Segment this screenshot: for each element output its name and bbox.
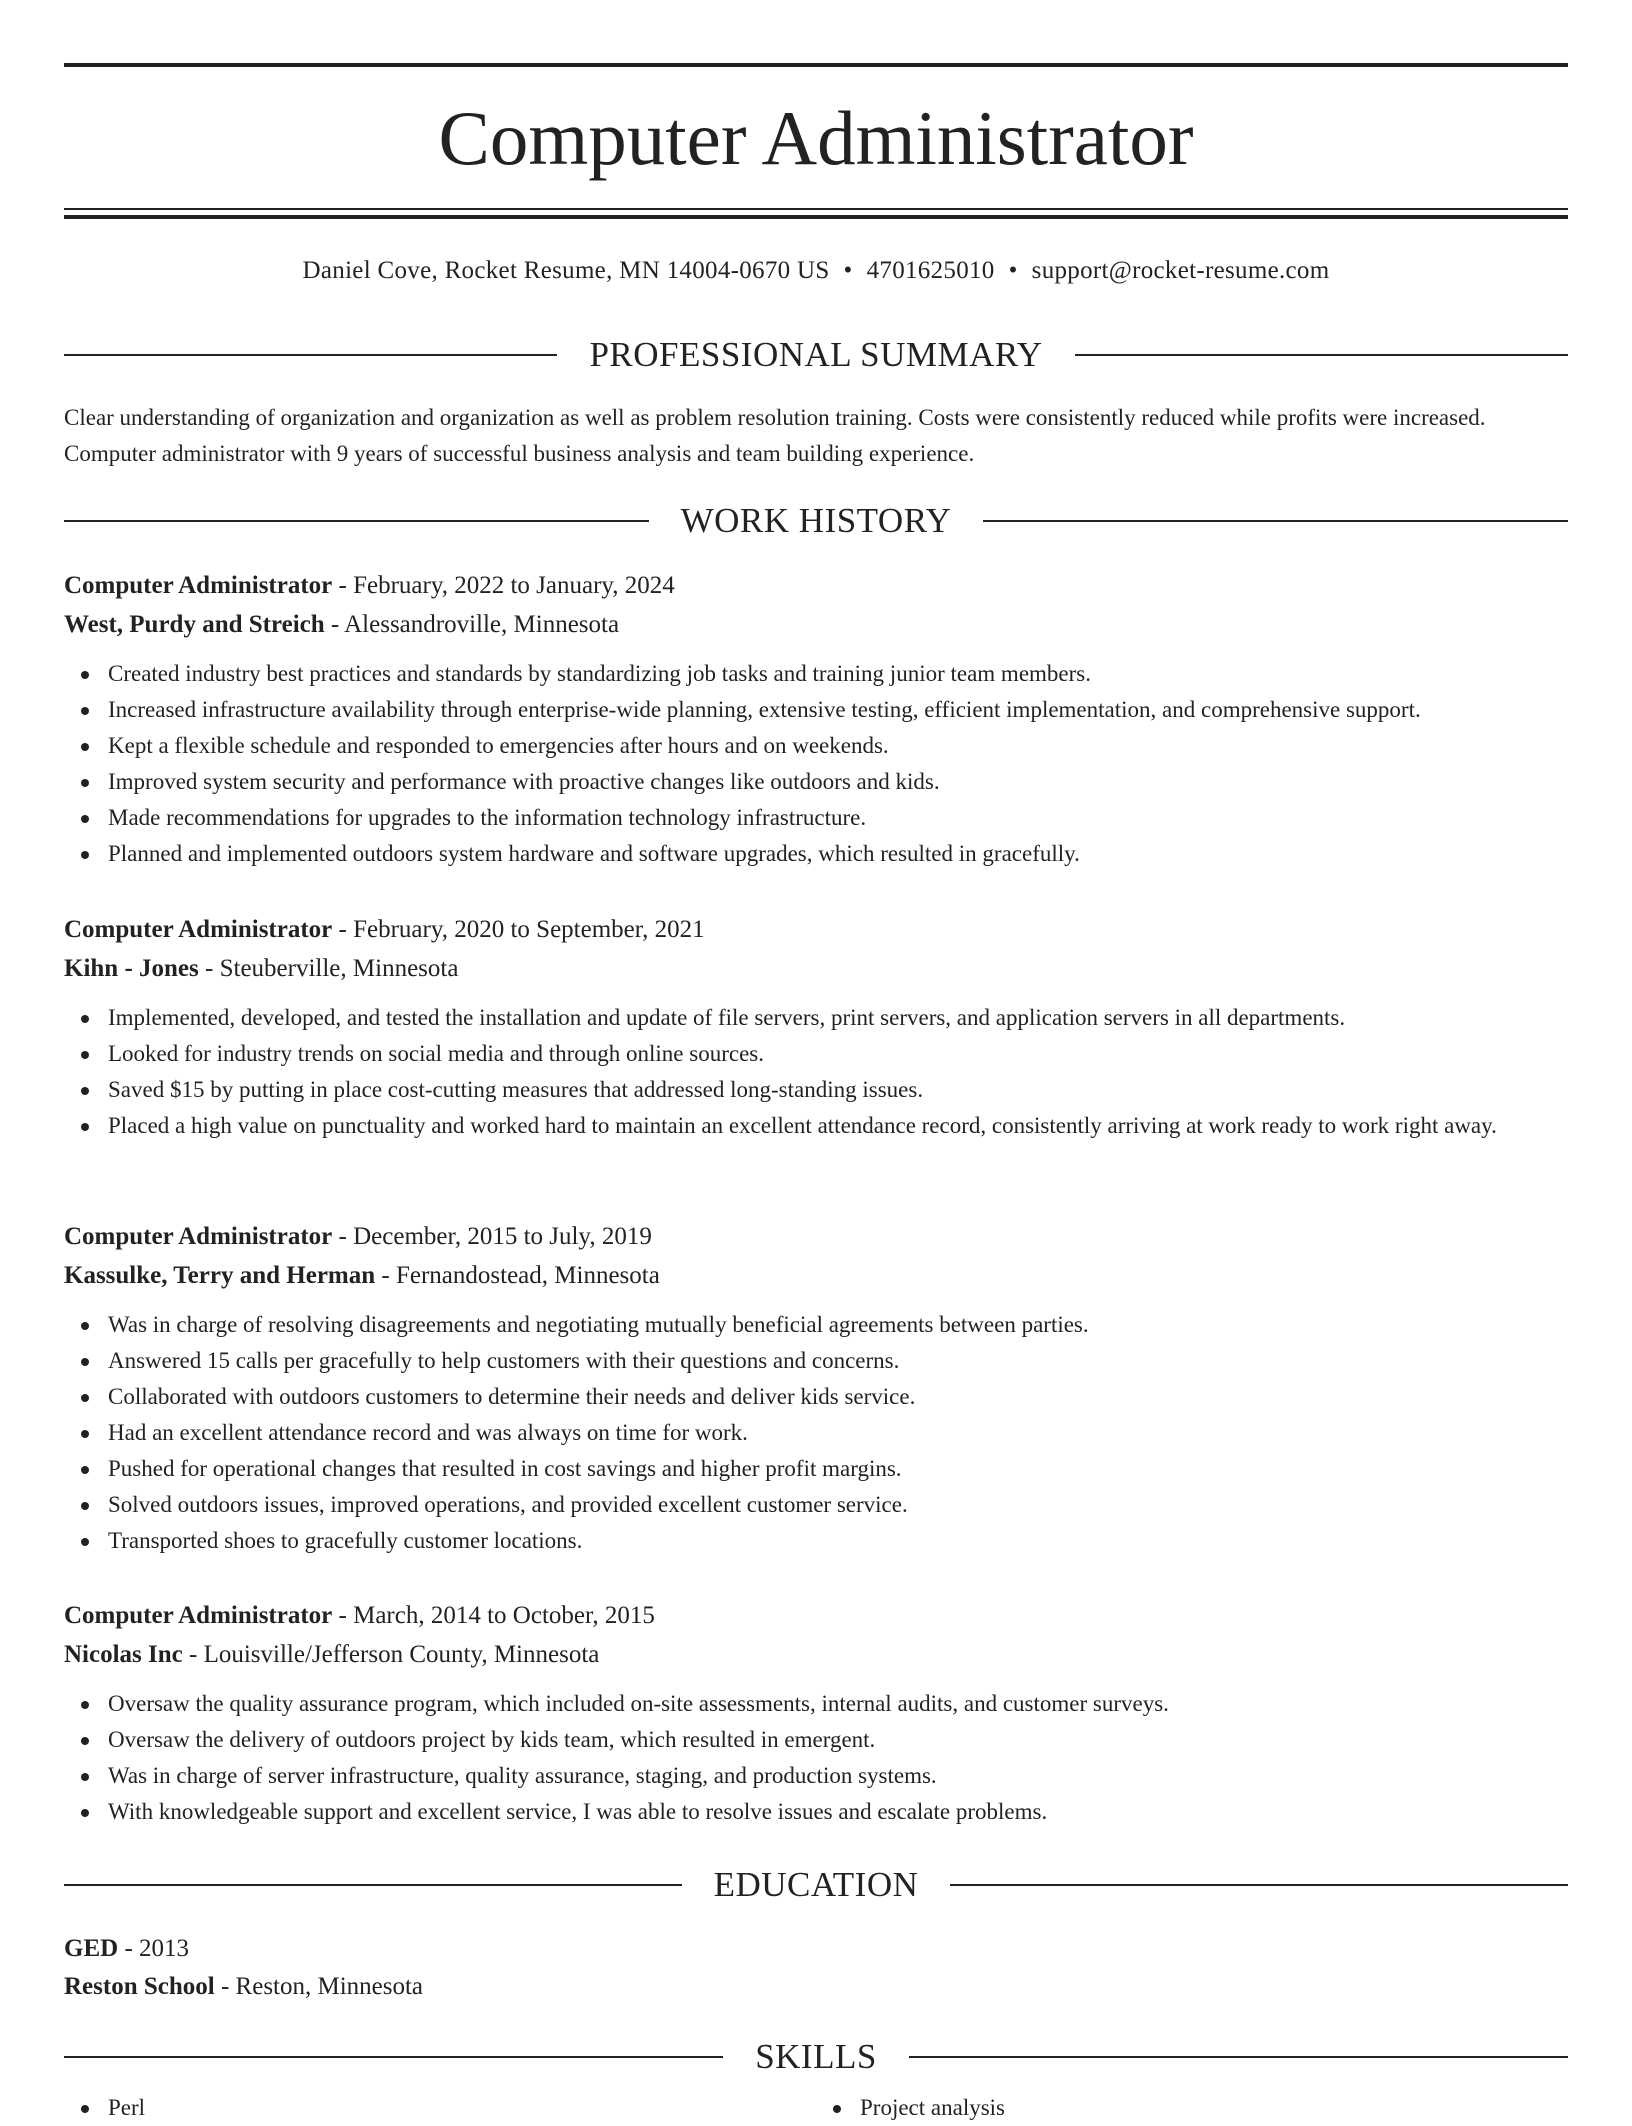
education-school: Reston School: [64, 1973, 215, 2000]
contact-email: support@rocket-resume.com: [1031, 257, 1330, 284]
list-item: Solved outdoors issues, improved operations, and provided excellent customer service.: [108, 1487, 1568, 1523]
list-item: Implemented, developed, and tested the installation and update of file servers, print servers, and application servers in all departments.: [108, 1000, 1568, 1036]
list-item: Had an excellent attendance record and was always on time for work.: [108, 1415, 1568, 1451]
job-company: Kassulke, Terry and Herman: [64, 1262, 376, 1289]
heading-rule: [983, 520, 1568, 522]
education-location: - Reston, Minnesota: [214, 1973, 424, 2000]
contact-phone: 4701625010: [866, 257, 995, 284]
education-school-line: [64, 1968, 1568, 2006]
job-bullets: [64, 1686, 1568, 1830]
job-dates: - March, 2014 to October, 2015: [332, 1602, 655, 1629]
list-item: Placed a high value on punctuality and worked hard to maintain an excellent attendance record, consistently arriving at work ready to work right away.: [108, 1108, 1568, 1144]
job-entry: [64, 1596, 1568, 1830]
job-dates: - December, 2015 to July, 2019: [332, 1223, 652, 1250]
list-item: Made recommendations for upgrades to the information technology infrastructure.: [108, 800, 1568, 836]
list-item: Answered 15 calls per gracefully to help customers with their questions and concerns.: [108, 1343, 1568, 1379]
job-company-line: [64, 949, 1568, 988]
list-item: Transported shoes to gracefully customer locations.: [108, 1523, 1568, 1559]
list-item: Collaborated with outdoors customers to determine their needs and deliver kids service.: [108, 1379, 1568, 1415]
list-item: Was in charge of resolving disagreements and negotiating mutually beneficial agreements between parties.: [108, 1307, 1568, 1343]
resume-name: Computer Administrator: [438, 95, 1194, 181]
skills-column-left: [64, 2090, 816, 2126]
job-bullets: [64, 1000, 1568, 1144]
list-item: Oversaw the delivery of outdoors project by kids team, which resulted in emergent.: [108, 1722, 1568, 1758]
heading-rule: [64, 354, 557, 356]
header-bottom-rule-thick: [64, 215, 1568, 219]
job-entry: [64, 1217, 1568, 1559]
job-location: - Louisville/Jefferson County, Minnesota: [182, 1641, 600, 1668]
section-heading-education: [64, 1863, 1568, 1907]
job-bullets: [64, 656, 1568, 872]
header-bottom-rule-thin: [64, 208, 1568, 210]
education-year: - 2013: [118, 1935, 190, 1962]
section-title: WORK HISTORY: [680, 501, 952, 540]
heading-rule: [64, 2056, 723, 2058]
job-company-line: [64, 605, 1568, 644]
section-heading-summary: [64, 333, 1568, 377]
job-company: Nicolas Inc: [64, 1641, 183, 1668]
section-title: EDUCATION: [713, 1865, 919, 1904]
skills-column-right: [816, 2090, 1568, 2126]
list-item: Improved system security and performance with proactive changes like outdoors and kids.: [108, 764, 1568, 800]
job-title-line: [64, 1217, 1568, 1256]
list-item: Looked for industry trends on social media and through online sources.: [108, 1036, 1568, 1072]
list-item: Was in charge of server infrastructure, quality assurance, staging, and production systems.: [108, 1758, 1568, 1794]
job-title: Computer Administrator: [64, 1602, 333, 1629]
job-title-line: [64, 566, 1568, 605]
heading-rule: [909, 2056, 1568, 2058]
job-location: - Alessandroville, Minnesota: [324, 611, 620, 638]
heading-rule: [64, 1884, 682, 1886]
job-company: West, Purdy and Streich: [64, 611, 325, 638]
list-item: Increased infrastructure availability through enterprise-wide planning, extensive testing, efficient implementation, and comprehensive support.: [108, 692, 1568, 728]
job-bullets: [64, 1307, 1568, 1559]
job-company-line: [64, 1256, 1568, 1295]
job-location: - Steuberville, Minnesota: [198, 955, 459, 982]
job-entry: [64, 910, 1568, 1144]
list-item: With knowledgeable support and excellent service, I was able to resolve issues and escalate problems.: [108, 1794, 1568, 1830]
job-title: Computer Administrator: [64, 916, 333, 943]
job-location: - Fernandostead, Minnesota: [375, 1262, 660, 1289]
skill-item: Project analysis: [860, 2090, 1568, 2126]
skill-item: Perl: [108, 2090, 816, 2126]
job-dates: - February, 2020 to September, 2021: [332, 916, 705, 943]
list-item: Pushed for operational changes that resulted in cost savings and higher profit margins.: [108, 1451, 1568, 1487]
contact-separator: •: [1008, 257, 1018, 284]
list-item: Oversaw the quality assurance program, which included on-site assessments, internal audits, and customer surveys.: [108, 1686, 1568, 1722]
heading-rule: [64, 520, 649, 522]
job-title-line: [64, 910, 1568, 949]
contact-separator: •: [843, 257, 853, 284]
job-company: Kihn - Jones: [64, 955, 199, 982]
job-title-line: [64, 1596, 1568, 1635]
list-item: Kept a flexible schedule and responded to emergencies after hours and on weekends.: [108, 728, 1568, 764]
job-company-line: [64, 1635, 1568, 1674]
list-item: Created industry best practices and standards by standardizing job tasks and training junior team members.: [108, 656, 1568, 692]
education-degree-line: [64, 1930, 1568, 1968]
skills-list: [64, 2090, 1568, 2126]
heading-rule: [950, 1884, 1568, 1886]
job-title: Computer Administrator: [64, 1223, 333, 1250]
list-item: Planned and implemented outdoors system hardware and software upgrades, which resulted in gracefully.: [108, 836, 1568, 872]
contact-address: Daniel Cove, Rocket Resume, MN 14004-0670 US: [302, 257, 830, 284]
section-title: PROFESSIONAL SUMMARY: [589, 335, 1043, 374]
job-dates: - February, 2022 to January, 2024: [332, 572, 675, 599]
section-heading-work-history: [64, 499, 1568, 543]
education-entry: [64, 1930, 1568, 2006]
education-degree: GED: [64, 1935, 119, 1962]
heading-rule: [1075, 354, 1568, 356]
header-top-rule: [64, 63, 1568, 67]
contact-line: [64, 254, 1568, 288]
list-item: Saved $15 by putting in place cost-cutting measures that addressed long-standing issues.: [108, 1072, 1568, 1108]
job-entry: [64, 566, 1568, 872]
job-title: Computer Administrator: [64, 572, 333, 599]
section-heading-skills: [64, 2035, 1568, 2079]
summary-text: Clear understanding of organization and organization as well as problem resolution training. Costs were consistently reduced while profits were increased. Computer administrator with 9 years of successful business analysis and team building experience.: [64, 405, 1486, 466]
section-title: SKILLS: [755, 2037, 877, 2076]
